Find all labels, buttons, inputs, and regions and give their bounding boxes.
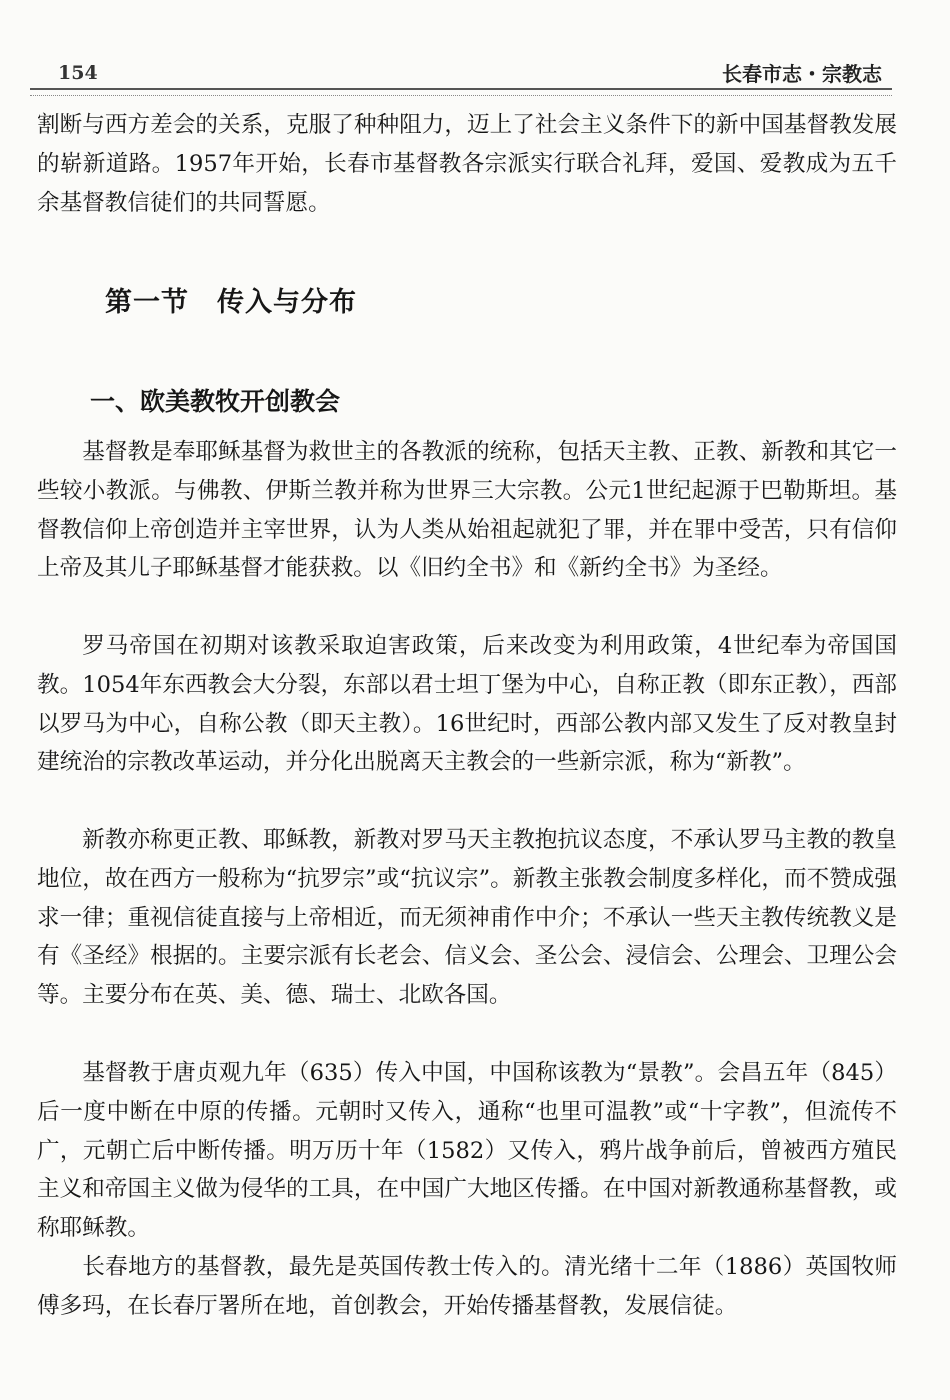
paragraph-5: 长春地方的基督教，最先是英国传教士传入的。清光绪十二年（1886）英国牧师傅多玛，在长春厅署所在地，首创教会，开始传播基督教，发展信徒。 [37,1254,897,1319]
header-rule [30,88,892,96]
paragraph-4: 基督教于唐贞观九年（635）传入中国，中国称该教为“景教”。会昌五年（845）后一度中断在中原的传播。元朝时又传入，通称“也里可温教”或“十字教”，但流传不广，元朝亡后中断传播。明万历十年（1582）又传入，鸦片战争前后，曾被西方殖民主义和帝国主义做为侵华的工具，在中国广大地区传播。在中国对新教通称基督教，或称耶稣教。 [37,1060,897,1242]
page-number: 154 [58,62,98,84]
paragraph-1: 基督教是奉耶稣基督为救世主的各教派的统称，包括天主教、正教、新教和其它一些较小教派。与佛教、伊斯兰教并称为世界三大宗教。公元1世纪起源于巴勒斯坦。基督教信仰上帝创造并主宰世界，认为人类从始祖起就犯了罪，并在罪中受苦，只有信仰上帝及其儿子耶稣基督才能获救。以《旧约全书》和《新约全书》为圣经。 [37,439,897,582]
intro-paragraph: 割断与西方差会的关系，克服了种种阻力，迈上了社会主义条件下的新中国基督教发展的崭新道路。1957年开始，长春市基督教各宗派实行联合礼拜，爱国、爱教成为五千余基督教信徒们的共同誓愿。 [37,112,897,216]
section-heading: 第一节 传入与分布 [105,287,357,318]
paragraph-2: 罗马帝国在初期对该教采取迫害政策，后来改变为利用政策，4世纪奉为帝国国教。1054年东西教会大分裂，东部以君士坦丁堡为中心，自称正教（即东正教），西部以罗马为中心，自称公教（即天主教）。16世纪时，西部公教内部又发生了反对教皇封建统治的宗教改革运动，并分化出脱离天主教会的一些新宗派，称为“新教”。 [37,633,897,776]
running-title: 长春市志・宗教志 [722,62,882,86]
subsection-heading: 一、欧美教牧开创教会 [90,387,341,416]
page-header [30,52,892,96]
paragraph-3: 新教亦称更正教、耶稣教，新教对罗马天主教抱抗议态度，不承认罗马主教的教皇地位，故在西方一般称为“抗罗宗”或“抗议宗”。新教主张教会制度多样化，而不赞成强求一律；重视信徒直接与上帝相近，而无须神甫作中介；不承认一些天主教传统教义是有《圣经》根据的。主要宗派有长老会、信义会、圣公会、浸信会、公理会、卫理公会等。主要分布在英、美、德、瑞士、北欧各国。 [37,827,897,1009]
